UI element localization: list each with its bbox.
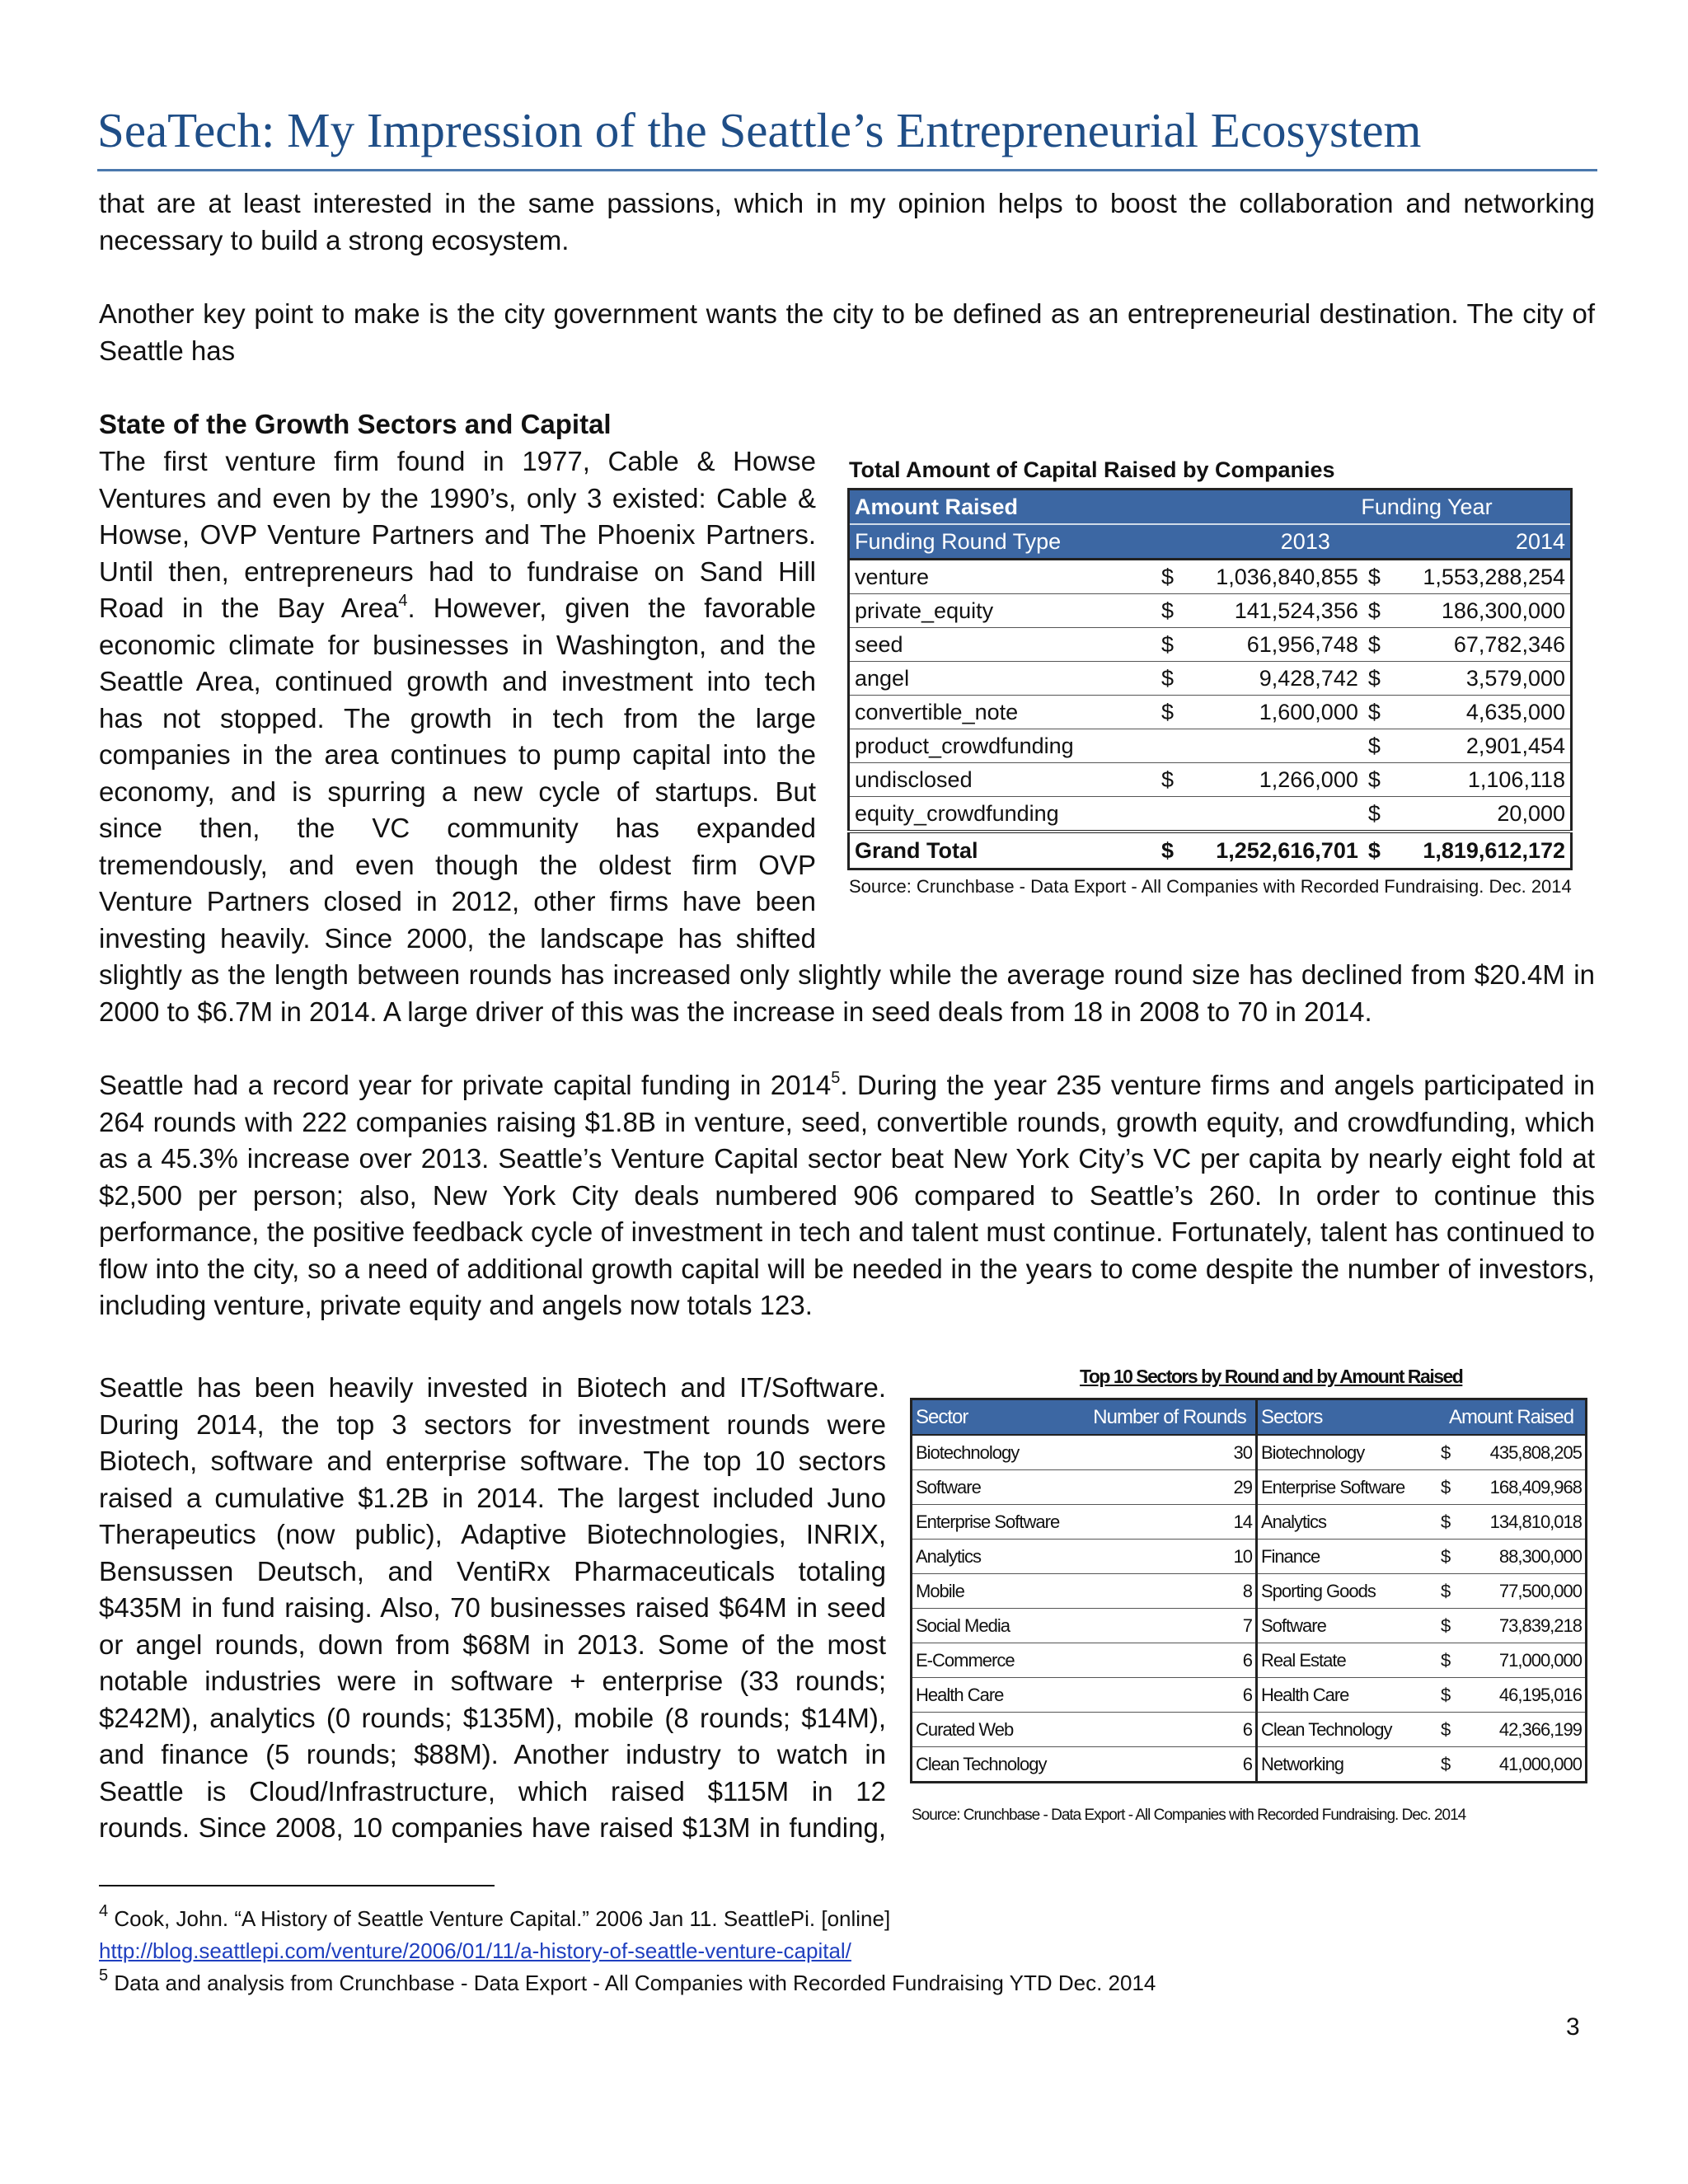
- growth-paragraph-tail: slightly as the length between rounds has increased only slightly while the average round size has declined from $20.4M in 2000 to $6.7M in 2014. A large driver of this was the increase in seed deals from 18 in 2008 to 70 in 2014.: [99, 959, 1595, 1027]
- sector-name: Social Media: [912, 1609, 1085, 1643]
- header-sectors: Sectors: [1257, 1399, 1438, 1436]
- table-row: [849, 628, 1572, 662]
- amount-raised: 77,500,000: [1462, 1574, 1587, 1609]
- growth-line: [99, 590, 816, 627]
- grand-total-label: Grand Total: [849, 832, 1157, 869]
- table-row: [912, 1713, 1587, 1747]
- round-count: 30: [1084, 1435, 1257, 1470]
- page-number: 3: [1566, 2013, 1580, 2041]
- amount-2013: [1183, 729, 1363, 763]
- table-row: [849, 560, 1572, 594]
- currency: $: [1156, 696, 1183, 729]
- sectors-line: Bensussen Deutsch, and VentiRx Pharmaceuticals totaling: [99, 1555, 886, 1586]
- round-type: product_crowdfunding: [849, 729, 1157, 763]
- footnote-4-link-line: [99, 1935, 851, 1966]
- amount-2013: 1,600,000: [1183, 696, 1363, 729]
- total-2013: 1,252,616,701: [1183, 832, 1363, 869]
- intro-paragraph-1: that are at least interested in the same passions, which in my opinion helps to boost the collaboration and networking necessary to build a strong ecosystem.: [99, 188, 1595, 255]
- footnote-ref-5: 5: [831, 1069, 841, 1087]
- sector-name: Enterprise Software: [912, 1505, 1085, 1540]
- currency: $: [1363, 662, 1390, 696]
- sector-name-amount: Analytics: [1257, 1505, 1438, 1540]
- round-count: 8: [1084, 1574, 1257, 1609]
- currency: $: [1363, 763, 1390, 797]
- round-count: 14: [1084, 1505, 1257, 1540]
- top-sectors-table: [910, 1398, 1587, 1783]
- amount-2013: 61,956,748: [1183, 628, 1363, 662]
- round-type: seed: [849, 628, 1157, 662]
- amount-raised: 168,409,968: [1462, 1470, 1587, 1505]
- header-sector: Sector: [912, 1399, 1085, 1436]
- table-row: [912, 1470, 1587, 1505]
- growth-line: companies in the area continues to pump capital into the: [99, 739, 816, 770]
- growth-line: economic climate for businesses in Washington, and the: [99, 629, 816, 660]
- growth-paragraph-column: [99, 443, 816, 957]
- growth-line: Ventures and even by the 1990’s, only 3 existed: Cable &: [99, 482, 816, 513]
- sector-name: Mobile: [912, 1574, 1085, 1609]
- round-count: 6: [1084, 1643, 1257, 1678]
- amount-2013: 1,266,000: [1183, 763, 1363, 797]
- amount-2014: 4,635,000: [1390, 696, 1572, 729]
- header-number-of-rounds: Number of Rounds: [1084, 1399, 1257, 1436]
- round-type: convertible_note: [849, 696, 1157, 729]
- table-row: [912, 1643, 1587, 1678]
- sector-name-amount: Sporting Goods: [1257, 1574, 1438, 1609]
- grand-total-row: [849, 832, 1572, 869]
- sector-name: Curated Web: [912, 1713, 1085, 1747]
- growth-line: investing heavily. Since 2000, the landscape has shifted: [99, 922, 816, 954]
- round-type: undisclosed: [849, 763, 1157, 797]
- sectors-line: and finance (5 rounds; $88M). Another industry to watch in: [99, 1739, 886, 1769]
- intro-paragraph-2: Another key point to make is the city government wants the city to be defined as an entrepreneurial destination. The city of Seattle has: [99, 298, 1595, 366]
- header-amount-raised: Amount Raised: [1437, 1399, 1587, 1436]
- amount-raised: 71,000,000: [1462, 1643, 1587, 1678]
- growth-line: has not stopped. The growth in tech from the large: [99, 702, 816, 733]
- growth-line: The first venture firm found in 1977, Cable & Howse: [99, 446, 816, 476]
- round-count: 7: [1084, 1609, 1257, 1643]
- amount-2014: 3,579,000: [1390, 662, 1572, 696]
- growth-line: economy, and is spurring a new cycle of startups. But: [99, 776, 816, 807]
- round-count: 6: [1084, 1713, 1257, 1747]
- amount-2014: 186,300,000: [1390, 594, 1572, 628]
- footnote-number: 5: [99, 1966, 109, 1985]
- round-count: 29: [1084, 1470, 1257, 1505]
- footnote-link[interactable]: http://blog.seattlepi.com/venture/2006/01/11/a-history-of-seattle-venture-capital/: [99, 1938, 851, 1963]
- growth-line-text: Road in the Bay Area: [99, 593, 399, 623]
- currency: $: [1363, 832, 1390, 869]
- record-year-text: . During the year 235 venture firms and angels participated in 264 rounds with 222 companies raising $1.8B in venture, seed, convertible rounds, growth equity, and crowdfunding, which as a 45.3% increase over 2013. Seattle’s Venture Capital sector beat New York City’s VC per capita by nearly eight fold at $2,500 per person; also, New York City deals numbered 906 compared to Seattle’s 260. In order to continue this performance, the positive feedback cycle of investment in tech and talent must continue. Fortunately, talent has continued to flow into the city, so a need of additional growth capital will be needed in the years to come despite the number of investors, including venture, private equity and angels now totals 123.: [99, 1070, 1595, 1320]
- sectors-line: During 2014, the top 3 sectors for investment rounds were: [99, 1408, 886, 1440]
- footnote-number: 4: [99, 1902, 109, 1921]
- amount-2014: 67,782,346: [1390, 628, 1572, 662]
- header-amount-raised: Amount Raised: [849, 490, 1157, 525]
- footnote-text: Data and analysis from Crunchbase - Data Export - All Companies with Recorded Fundraising YTD Dec. 2014: [108, 1971, 1156, 1995]
- amount-2013: 1,036,840,855: [1183, 560, 1363, 594]
- currency: $: [1437, 1540, 1462, 1574]
- amount-2014: 1,553,288,254: [1390, 560, 1572, 594]
- currency: $: [1363, 729, 1390, 763]
- total-2014: 1,819,612,172: [1390, 832, 1572, 869]
- table-row: [912, 1574, 1587, 1609]
- sector-name: Health Care: [912, 1678, 1085, 1713]
- currency: $: [1363, 797, 1390, 832]
- capital-table-caption: Total Amount of Capital Raised by Companies: [849, 457, 1335, 482]
- sector-name-amount: Finance: [1257, 1540, 1438, 1574]
- round-type: venture: [849, 560, 1157, 594]
- table-row: [849, 662, 1572, 696]
- amount-raised: 88,300,000: [1462, 1540, 1587, 1574]
- table-row: [849, 696, 1572, 729]
- currency: $: [1156, 832, 1183, 869]
- sectors-line: rounds. Since 2008, 10 companies have raised $13M in funding,: [99, 1812, 886, 1843]
- amount-raised: 42,366,199: [1462, 1713, 1587, 1747]
- sectors-table-caption: Top 10 Sectors by Round and by Amount Raised: [1080, 1366, 1463, 1387]
- sectors-line: Biotech, software and enterprise software. The top 10 sectors: [99, 1446, 886, 1476]
- amount-2013: [1183, 797, 1363, 832]
- currency: $: [1437, 1747, 1462, 1783]
- sectors-line: $242M), analytics (0 rounds; $135M), mobile (8 rounds; $14M),: [99, 1702, 886, 1733]
- sectors-line: $435M in fund raising. Also, 70 businesses raised $64M in seed: [99, 1592, 886, 1623]
- sector-name: E-Commerce: [912, 1643, 1085, 1678]
- amount-raised: 46,195,016: [1462, 1678, 1587, 1713]
- amount-2014: 1,106,118: [1390, 763, 1572, 797]
- amount-raised: 41,000,000: [1462, 1747, 1587, 1783]
- round-count: 10: [1084, 1540, 1257, 1574]
- currency: $: [1437, 1435, 1462, 1470]
- currency: $: [1156, 594, 1183, 628]
- currency: $: [1437, 1574, 1462, 1609]
- sector-name-amount: Health Care: [1257, 1678, 1438, 1713]
- round-count: 6: [1084, 1747, 1257, 1783]
- footnote-ref-4: 4: [398, 592, 408, 610]
- sectors-line: Seattle is Cloud/Infrastructure, which raised $115M in 12: [99, 1775, 886, 1807]
- growth-line: Until then, entrepreneurs had to fundraise on Sand Hill: [99, 555, 816, 587]
- amount-2014: 20,000: [1390, 797, 1572, 832]
- sector-name-amount: Biotechnology: [1257, 1435, 1438, 1470]
- footnote-4: [99, 1903, 890, 1934]
- currency: $: [1437, 1678, 1462, 1713]
- capital-table-source: Source: Crunchbase - Data Export - All Companies with Recorded Fundraising. Dec. 2014: [849, 876, 1572, 897]
- amount-2013: 9,428,742: [1183, 662, 1363, 696]
- sector-name-amount: Networking: [1257, 1747, 1438, 1783]
- footnote-text: Cook, John. “A History of Seattle Venture Capital.” 2006 Jan 11. SeattlePi. [online]: [108, 1906, 891, 1931]
- currency: $: [1363, 560, 1390, 594]
- currency: $: [1156, 763, 1183, 797]
- currency: [1156, 729, 1183, 763]
- table-row: [912, 1609, 1587, 1643]
- table-row: [912, 1678, 1587, 1713]
- sectors-table-source: Source: Crunchbase - Data Export - All Companies with Recorded Fundraising. Dec. 2014: [912, 1807, 1466, 1824]
- growth-line: Seattle Area, continued growth and investment into tech: [99, 666, 816, 696]
- header-year-2013: 2013: [1156, 524, 1363, 560]
- record-year-paragraph: [99, 1067, 1595, 1324]
- table-row: [849, 797, 1572, 832]
- currency: $: [1437, 1470, 1462, 1505]
- capital-raised-table: [847, 488, 1573, 870]
- sectors-line: raised a cumulative $1.2B in 2014. The largest included Juno: [99, 1482, 886, 1513]
- growth-line: Howse, OVP Venture Partners and The Phoenix Partners.: [99, 519, 816, 550]
- currency: $: [1437, 1643, 1462, 1678]
- amount-raised: 73,839,218: [1462, 1609, 1587, 1643]
- sectors-paragraph-column: [99, 1370, 886, 1847]
- sector-name-amount: Real Estate: [1257, 1643, 1438, 1678]
- table-row: [849, 729, 1572, 763]
- sector-name: Clean Technology: [912, 1747, 1085, 1783]
- currency: $: [1363, 628, 1390, 662]
- currency: $: [1156, 662, 1183, 696]
- sectors-line: notable industries were in software + enterprise (33 rounds;: [99, 1666, 886, 1696]
- amount-raised: 134,810,018: [1462, 1505, 1587, 1540]
- sector-name: Analytics: [912, 1540, 1085, 1574]
- round-type: private_equity: [849, 594, 1157, 628]
- table-row: [912, 1435, 1587, 1470]
- sector-name-amount: Enterprise Software: [1257, 1470, 1438, 1505]
- amount-raised: 435,808,205: [1462, 1435, 1587, 1470]
- table-row: [849, 763, 1572, 797]
- growth-line-text: . However, given the favorable: [407, 593, 817, 623]
- round-type: angel: [849, 662, 1157, 696]
- record-year-text: Seattle had a record year for private capital funding in 2014: [99, 1070, 832, 1100]
- sectors-line: or angel rounds, down from $68M in 2013. Some of the most: [99, 1629, 886, 1660]
- header-year-2014: 2014: [1363, 524, 1572, 560]
- table-row: [912, 1540, 1587, 1574]
- currency: $: [1437, 1505, 1462, 1540]
- currency: $: [1363, 594, 1390, 628]
- amount-2014: 2,901,454: [1390, 729, 1572, 763]
- currency: $: [1437, 1609, 1462, 1643]
- currency: [1156, 797, 1183, 832]
- currency: $: [1363, 696, 1390, 729]
- header-funding-year: Funding Year: [1156, 490, 1572, 525]
- currency: $: [1156, 628, 1183, 662]
- sector-name: Software: [912, 1470, 1085, 1505]
- table-row: [912, 1505, 1587, 1540]
- table-subheader-row: [849, 524, 1572, 560]
- footnote-5: [99, 1967, 1156, 1999]
- amount-2013: 141,524,356: [1183, 594, 1363, 628]
- table-row: [849, 594, 1572, 628]
- sector-name-amount: Clean Technology: [1257, 1713, 1438, 1747]
- round-type: equity_crowdfunding: [849, 797, 1157, 832]
- growth-line: Venture Partners closed in 2012, other firms have been: [99, 886, 816, 916]
- page-title: SeaTech: My Impression of the Seattle’s Entrepreneurial Ecosystem: [97, 103, 1422, 157]
- table-header-row: [912, 1399, 1587, 1436]
- title-underline: [97, 169, 1597, 171]
- currency: $: [1156, 560, 1183, 594]
- sector-name: Biotechnology: [912, 1435, 1085, 1470]
- sector-name-amount: Software: [1257, 1609, 1438, 1643]
- round-count: 6: [1084, 1678, 1257, 1713]
- header-round-type: Funding Round Type: [849, 524, 1157, 560]
- currency: $: [1437, 1713, 1462, 1747]
- table-header-row: [849, 490, 1572, 525]
- section-heading: State of the Growth Sectors and Capital: [99, 409, 612, 439]
- growth-line: since then, the VC community has expanded: [99, 813, 816, 843]
- sectors-line: Therapeutics (now public), Adaptive Biotechnologies, INRIX,: [99, 1519, 886, 1549]
- table-row: [912, 1747, 1587, 1783]
- sectors-line: Seattle has been heavily invested in Biotech and IT/Software.: [99, 1372, 886, 1403]
- footnote-divider: [99, 1885, 495, 1886]
- growth-line: tremendously, and even though the oldest firm OVP: [99, 849, 816, 880]
